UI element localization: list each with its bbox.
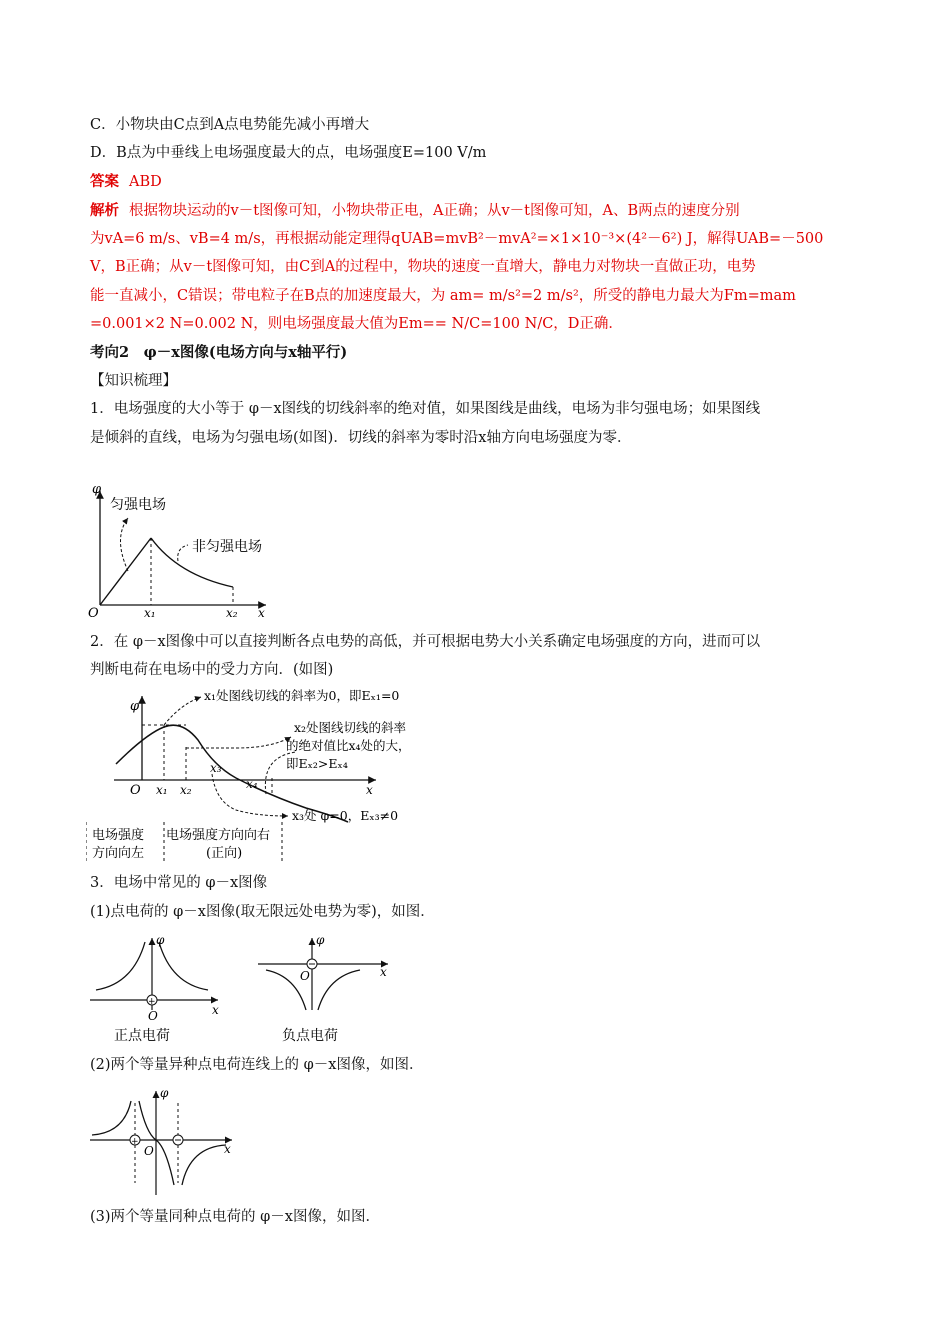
- analysis-label: 解析: [90, 202, 119, 219]
- para-2-line-2: 判断电荷在电场中的受力方向．(如图): [90, 662, 334, 678]
- answer-line: [90, 172, 162, 192]
- para-3-1: (1)点电荷的 φ－x图像(取无限远处电势为零)，如图．: [90, 904, 435, 920]
- phi-label-3a: φ: [156, 933, 165, 947]
- figure-uniform-nonuniform: [88, 483, 278, 618]
- x-label-4: x: [224, 1142, 231, 1156]
- origin-label-3a: O: [148, 1009, 158, 1023]
- x-label-3a: x: [212, 1003, 219, 1017]
- note-x2-c: 即Eₓ₂>Eₓ₄: [286, 756, 348, 771]
- origin-label-3b: O: [300, 969, 310, 983]
- x3-label-2: x₃: [210, 761, 222, 775]
- answer-value: ABD: [129, 174, 162, 190]
- right-label-1: 电场强度方向向右: [166, 828, 271, 843]
- para-3-2: (2)两个等量异种点电荷连线上的 φ－x图像，如图．: [90, 1057, 424, 1073]
- para-3-3: (3)两个等量同种点电荷的 φ－x图像，如图．: [90, 1209, 380, 1225]
- positive-label: 正点电荷: [114, 1028, 170, 1044]
- analysis-text-1: 根据物块运动的v－t图像可知，小物块带正电，A正确；从v－t图像可知，A、B两点的速度分别: [129, 203, 740, 219]
- figure-phi-x-field-direction: [86, 682, 426, 864]
- positive-curve-left: [96, 942, 145, 990]
- note-x1: x₁处图线切线的斜率为0，即Eₓ₁=0: [204, 688, 400, 703]
- phi-label-2: φ: [130, 699, 140, 714]
- svg-text:+: +: [131, 1137, 139, 1147]
- negative-label: 负点电荷: [282, 1028, 338, 1044]
- note-x3: x₃处 φ=0，Eₓ₃≠0: [292, 808, 399, 823]
- negative-curve-right: [318, 970, 360, 1010]
- phi-label-3b: φ: [316, 933, 325, 947]
- uniform-label: 匀强电场: [110, 497, 166, 513]
- x4-label-2: x₄: [246, 777, 258, 791]
- knowledge-heading: 【知识梳理】: [90, 373, 177, 389]
- note-x2-b: 的绝对值比x₄处的大，: [286, 738, 411, 753]
- origin-label-4: O: [144, 1144, 154, 1158]
- answer-label: 答案: [90, 173, 119, 190]
- x-label-3b: x: [380, 965, 387, 979]
- right-label-2: (正向): [206, 846, 243, 861]
- section-heading: 考向2 φ－x图像(电场方向与x轴平行): [90, 344, 348, 361]
- analysis-line-5: =0.001×2 N=0.002 N，则电场强度最大值为Em== N/C=100 N/C，D正确．: [90, 316, 623, 332]
- note-x2-a: x₂处图线切线的斜率: [294, 720, 407, 735]
- origin-label-2: O: [130, 783, 141, 798]
- origin-label: O: [88, 606, 99, 618]
- linear-segment: [100, 538, 151, 605]
- option-d: D．B点为中垂线上电场强度最大的点，电场强度E=100 V/m: [90, 145, 487, 161]
- para-3: 3．电场中常见的 φ－x图像: [90, 875, 268, 891]
- analysis-line-2: 为vA=6 m/s、vB=4 m/s，再根据动能定理得qUAB=mvB²－mvA²=×1×10⁻³×(4²－6²) J，解得UAB=－500: [90, 231, 824, 247]
- x2-label: x₂: [226, 606, 238, 618]
- nonuniform-label: 非匀强电场: [192, 539, 262, 555]
- svg-text:+: +: [148, 997, 156, 1007]
- option-c: C．小物块由C点到A点电势能先减小再增大: [90, 117, 370, 133]
- para-2-line-1: 2．在 φ－x图像中可以直接判断各点电势的高低，并可根据电势大小关系确定电场强度的方向，进而可以: [90, 634, 761, 650]
- para-1-line-2: 是倾斜的直线，电场为匀强电场(如图)．切线的斜率为零时沿x轴方向电场强度为零．: [90, 430, 632, 446]
- phi-label-4: φ: [160, 1086, 169, 1100]
- para-1-line-1: 1．电场强度的大小等于 φ－x图线的切线斜率的绝对值，如果图线是曲线，电场为非匀强电场；如果图线: [90, 401, 761, 417]
- figure-opposite-charges: [86, 1083, 246, 1198]
- left-label-1: 电场强度: [92, 828, 145, 843]
- x-label-2: x: [366, 783, 373, 797]
- x-label: x: [258, 606, 265, 618]
- x2-label-2: x₂: [180, 783, 192, 797]
- analysis-line-4: 能一直减小，C错误；带电粒子在B点的加速度最大，为 am= m/s²=2 m/s²，所受的静电力最大为Fm=mam: [90, 288, 796, 304]
- analysis-line-1: [90, 201, 740, 221]
- figure-point-charges: [88, 930, 408, 1045]
- analysis-line-3: V，B正确；从v－t图像可知，由C到A的过程中，物块的速度一直增大，静电力对物块一直做正功，电势: [90, 259, 756, 275]
- positive-curve-right: [159, 942, 208, 990]
- phi-label: φ: [92, 483, 102, 497]
- left-label-2: 方向向左: [92, 846, 145, 861]
- x1-label-2: x₁: [156, 783, 168, 797]
- x1-label: x₁: [144, 606, 156, 618]
